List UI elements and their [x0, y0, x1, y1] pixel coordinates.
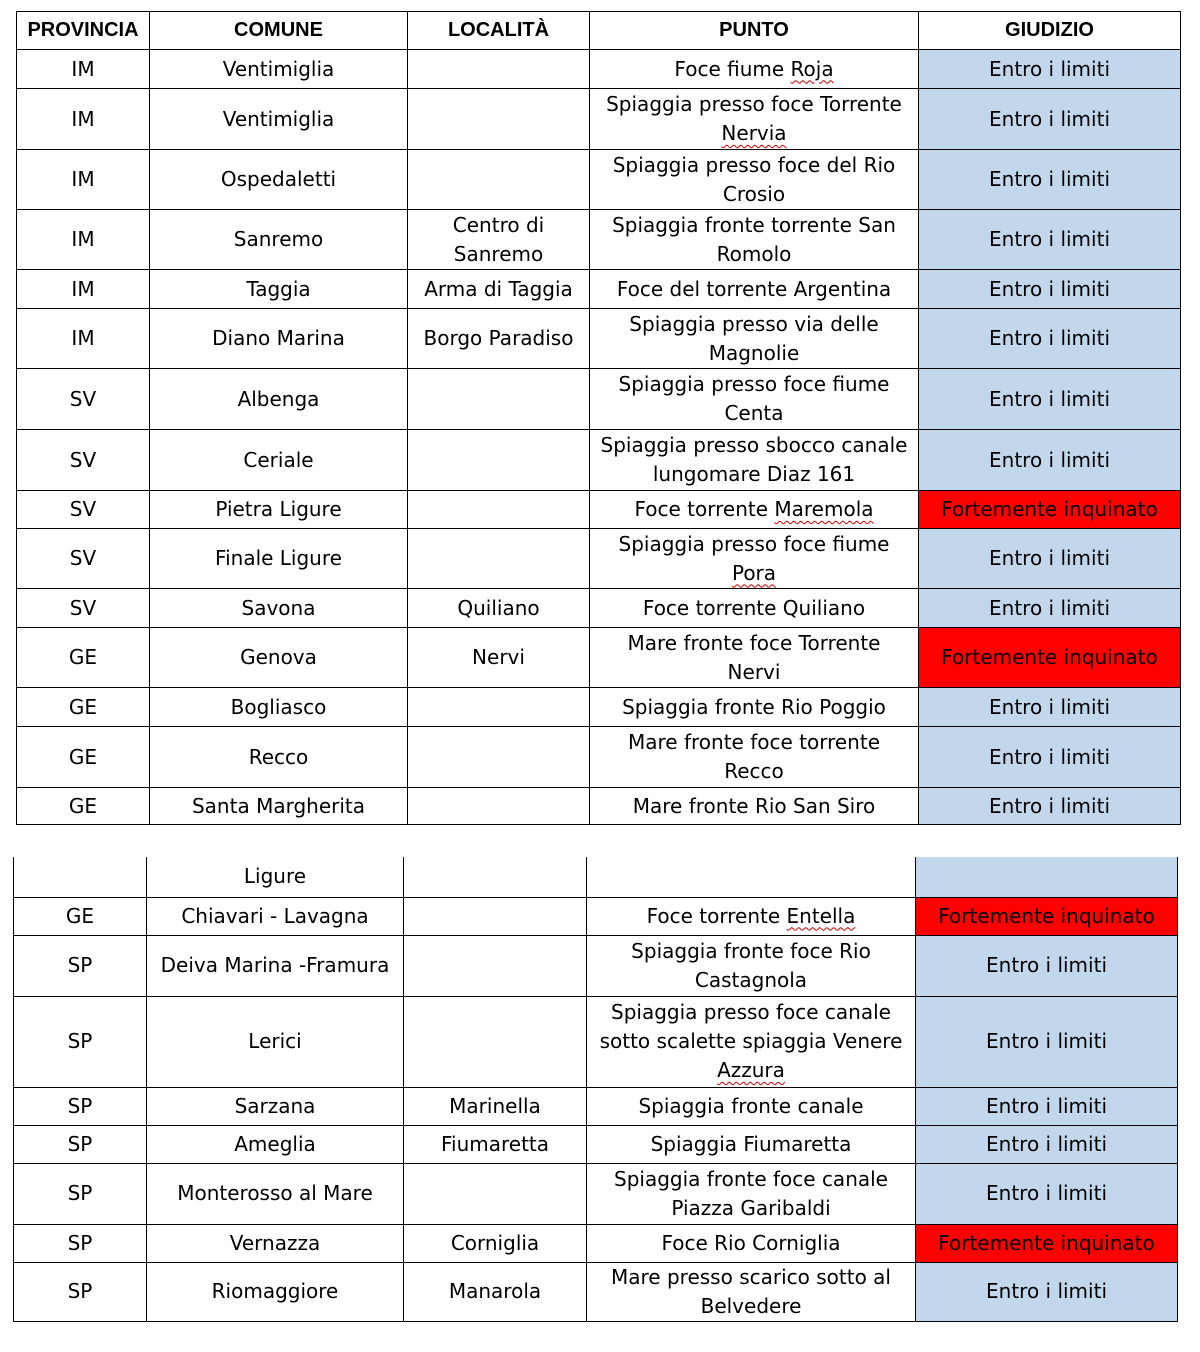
- cell-comune: Diano Marina: [150, 309, 408, 369]
- cell-punto: Mare fronte foce Torrente Nervi: [590, 628, 919, 688]
- cell-provincia: GE: [17, 788, 150, 825]
- cell-giudizio: Entro i limiti: [919, 270, 1181, 309]
- header-comune: COMUNE: [150, 12, 408, 50]
- cell-localita: [404, 897, 587, 935]
- cell-localita: Corniglia: [404, 1224, 587, 1262]
- cell-comune: Sarzana: [147, 1087, 404, 1125]
- cell-comune: Santa Margherita: [150, 788, 408, 825]
- table-row: [17, 491, 1181, 529]
- cell-giudizio: Entro i limiti: [916, 1163, 1178, 1224]
- cell-comune: Lerici: [147, 996, 404, 1087]
- table-row: [17, 50, 1181, 89]
- table-row: [17, 688, 1181, 727]
- cell-localita: [404, 996, 587, 1087]
- cell-provincia: SP: [14, 996, 147, 1087]
- cell-localita: [408, 491, 590, 529]
- cell-giudizio: Entro i limiti: [919, 727, 1181, 788]
- cell-giudizio: [916, 857, 1178, 897]
- cell-punto: Foce del torrente Argentina: [590, 270, 919, 309]
- cell-punto: Spiaggia presso foce fiume Centa: [590, 369, 919, 430]
- table-row: [14, 1087, 1178, 1125]
- cell-provincia: IM: [17, 309, 150, 369]
- cell-giudizio: Entro i limiti: [919, 210, 1181, 270]
- cell-localita: Borgo Paradiso: [408, 309, 590, 369]
- table-row: [14, 897, 1178, 935]
- cell-localita: [404, 1163, 587, 1224]
- cell-provincia: SV: [17, 430, 150, 491]
- cell-comune: Ventimiglia: [150, 89, 408, 150]
- cell-comune: Taggia: [150, 270, 408, 309]
- cell-provincia: SP: [14, 1262, 147, 1321]
- cell-punto: Foce torrente Quiliano: [590, 589, 919, 628]
- cell-punto: Foce torrente Maremola: [590, 491, 919, 529]
- cell-provincia: GE: [14, 897, 147, 935]
- cell-comune: Vernazza: [147, 1224, 404, 1262]
- table-row: [17, 727, 1181, 788]
- cell-punto: Spiaggia fronte foce canale Piazza Garibaldi: [587, 1163, 916, 1224]
- cell-localita: Nervi: [408, 628, 590, 688]
- cell-provincia: SV: [17, 369, 150, 430]
- cell-giudizio: Entro i limiti: [919, 150, 1181, 210]
- table-row: [14, 996, 1178, 1087]
- cell-comune: Ligure: [147, 857, 404, 897]
- header-punto: PUNTO: [590, 12, 919, 50]
- header-provincia: PROVINCIA: [17, 12, 150, 50]
- cell-punto: Mare presso scarico sotto al Belvedere: [587, 1262, 916, 1321]
- cell-provincia: IM: [17, 89, 150, 150]
- table-row: [17, 150, 1181, 210]
- cell-punto: Spiaggia presso foce Torrente Nervia: [590, 89, 919, 150]
- cell-punto: Spiaggia Fiumaretta: [587, 1125, 916, 1163]
- table-row: [17, 89, 1181, 150]
- cell-comune: Ventimiglia: [150, 50, 408, 89]
- table-row: [14, 857, 1178, 897]
- cell-localita: [408, 150, 590, 210]
- cell-provincia: SV: [17, 491, 150, 529]
- cell-giudizio: Entro i limiti: [919, 50, 1181, 89]
- cell-giudizio: Entro i limiti: [916, 935, 1178, 996]
- cell-localita: Centro di Sanremo: [408, 210, 590, 270]
- cell-comune: Savona: [150, 589, 408, 628]
- cell-punto: Spiaggia presso foce fiume Pora: [590, 529, 919, 589]
- cell-provincia: IM: [17, 50, 150, 89]
- table-row: [17, 788, 1181, 825]
- cell-provincia: GE: [17, 688, 150, 727]
- cell-provincia: SP: [14, 1125, 147, 1163]
- cell-comune: Pietra Ligure: [150, 491, 408, 529]
- cell-provincia: GE: [17, 628, 150, 688]
- water-quality-table-top: [16, 11, 1181, 825]
- table-row: [14, 935, 1178, 996]
- cell-giudizio: Entro i limiti: [919, 89, 1181, 150]
- cell-provincia: [14, 857, 147, 897]
- table-row: [17, 369, 1181, 430]
- cell-comune: Genova: [150, 628, 408, 688]
- cell-localita: [408, 89, 590, 150]
- cell-provincia: SP: [14, 1163, 147, 1224]
- cell-localita: [408, 529, 590, 589]
- table-row: [14, 1262, 1178, 1321]
- cell-punto: [587, 857, 916, 897]
- cell-comune: Recco: [150, 727, 408, 788]
- cell-punto: Spiaggia fronte Rio Poggio: [590, 688, 919, 727]
- cell-provincia: SP: [14, 1224, 147, 1262]
- cell-punto: Spiaggia fronte torrente San Romolo: [590, 210, 919, 270]
- cell-punto: Foce Rio Corniglia: [587, 1224, 916, 1262]
- cell-localita: [408, 50, 590, 89]
- cell-localita: Arma di Taggia: [408, 270, 590, 309]
- cell-provincia: SV: [17, 589, 150, 628]
- cell-punto: Mare fronte foce torrente Recco: [590, 727, 919, 788]
- cell-comune: Finale Ligure: [150, 529, 408, 589]
- cell-provincia: IM: [17, 270, 150, 309]
- cell-giudizio: Entro i limiti: [919, 529, 1181, 589]
- table-row: [17, 270, 1181, 309]
- cell-punto: Spiaggia presso via delle Magnolie: [590, 309, 919, 369]
- cell-giudizio: Entro i limiti: [919, 589, 1181, 628]
- water-quality-table-bottom: [13, 857, 1178, 1322]
- cell-giudizio: Entro i limiti: [916, 1087, 1178, 1125]
- cell-comune: Monterosso al Mare: [147, 1163, 404, 1224]
- cell-giudizio: Entro i limiti: [919, 788, 1181, 825]
- cell-provincia: IM: [17, 150, 150, 210]
- table-row: [17, 628, 1181, 688]
- table-row: [14, 1224, 1178, 1262]
- cell-giudizio: Fortemente inquinato: [916, 897, 1178, 935]
- cell-localita: [408, 369, 590, 430]
- cell-comune: Chiavari - Lavagna: [147, 897, 404, 935]
- cell-giudizio: Fortemente inquinato: [916, 1224, 1178, 1262]
- cell-provincia: SV: [17, 529, 150, 589]
- table-row: [17, 589, 1181, 628]
- cell-comune: Riomaggiore: [147, 1262, 404, 1321]
- cell-giudizio: Entro i limiti: [919, 688, 1181, 727]
- cell-punto: Mare fronte Rio San Siro: [590, 788, 919, 825]
- cell-provincia: SP: [14, 935, 147, 996]
- cell-punto: Spiaggia presso sbocco canale lungomare Diaz 161: [590, 430, 919, 491]
- cell-localita: [408, 727, 590, 788]
- cell-giudizio: Entro i limiti: [916, 1262, 1178, 1321]
- table-row: [17, 309, 1181, 369]
- cell-punto: Foce fiume Roja: [590, 50, 919, 89]
- cell-giudizio: Entro i limiti: [916, 996, 1178, 1087]
- cell-giudizio: Entro i limiti: [919, 369, 1181, 430]
- cell-punto: Spiaggia fronte foce Rio Castagnola: [587, 935, 916, 996]
- cell-comune: Ceriale: [150, 430, 408, 491]
- cell-comune: Bogliasco: [150, 688, 408, 727]
- cell-comune: Ospedaletti: [150, 150, 408, 210]
- table-row: [14, 1163, 1178, 1224]
- table-row: [17, 430, 1181, 491]
- cell-comune: Sanremo: [150, 210, 408, 270]
- header-row: [17, 12, 1181, 50]
- table-row: [17, 210, 1181, 270]
- cell-punto: Spiaggia presso foce del Rio Crosio: [590, 150, 919, 210]
- cell-localita: Quiliano: [408, 589, 590, 628]
- cell-punto: Spiaggia presso foce canale sotto scalette spiaggia Venere Azzura: [587, 996, 916, 1087]
- cell-comune: Deiva Marina -Framura: [147, 935, 404, 996]
- cell-comune: Ameglia: [147, 1125, 404, 1163]
- cell-provincia: SP: [14, 1087, 147, 1125]
- cell-localita: [408, 688, 590, 727]
- cell-localita: Marinella: [404, 1087, 587, 1125]
- cell-punto: Foce torrente Entella: [587, 897, 916, 935]
- cell-giudizio: Entro i limiti: [916, 1125, 1178, 1163]
- cell-punto: Spiaggia fronte canale: [587, 1087, 916, 1125]
- header-giudizio: GIUDIZIO: [919, 12, 1181, 50]
- cell-localita: [408, 430, 590, 491]
- header-localita: LOCALITÀ: [408, 12, 590, 50]
- cell-localita: [404, 935, 587, 996]
- table-row: [14, 1125, 1178, 1163]
- table-row: [17, 529, 1181, 589]
- cell-provincia: GE: [17, 727, 150, 788]
- cell-provincia: IM: [17, 210, 150, 270]
- cell-giudizio: Fortemente inquinato: [919, 628, 1181, 688]
- cell-giudizio: Entro i limiti: [919, 309, 1181, 369]
- cell-localita: Manarola: [404, 1262, 587, 1321]
- cell-giudizio: Fortemente inquinato: [919, 491, 1181, 529]
- cell-giudizio: Entro i limiti: [919, 430, 1181, 491]
- cell-localita: [408, 788, 590, 825]
- cell-localita: Fiumaretta: [404, 1125, 587, 1163]
- cell-comune: Albenga: [150, 369, 408, 430]
- cell-localita: [404, 857, 587, 897]
